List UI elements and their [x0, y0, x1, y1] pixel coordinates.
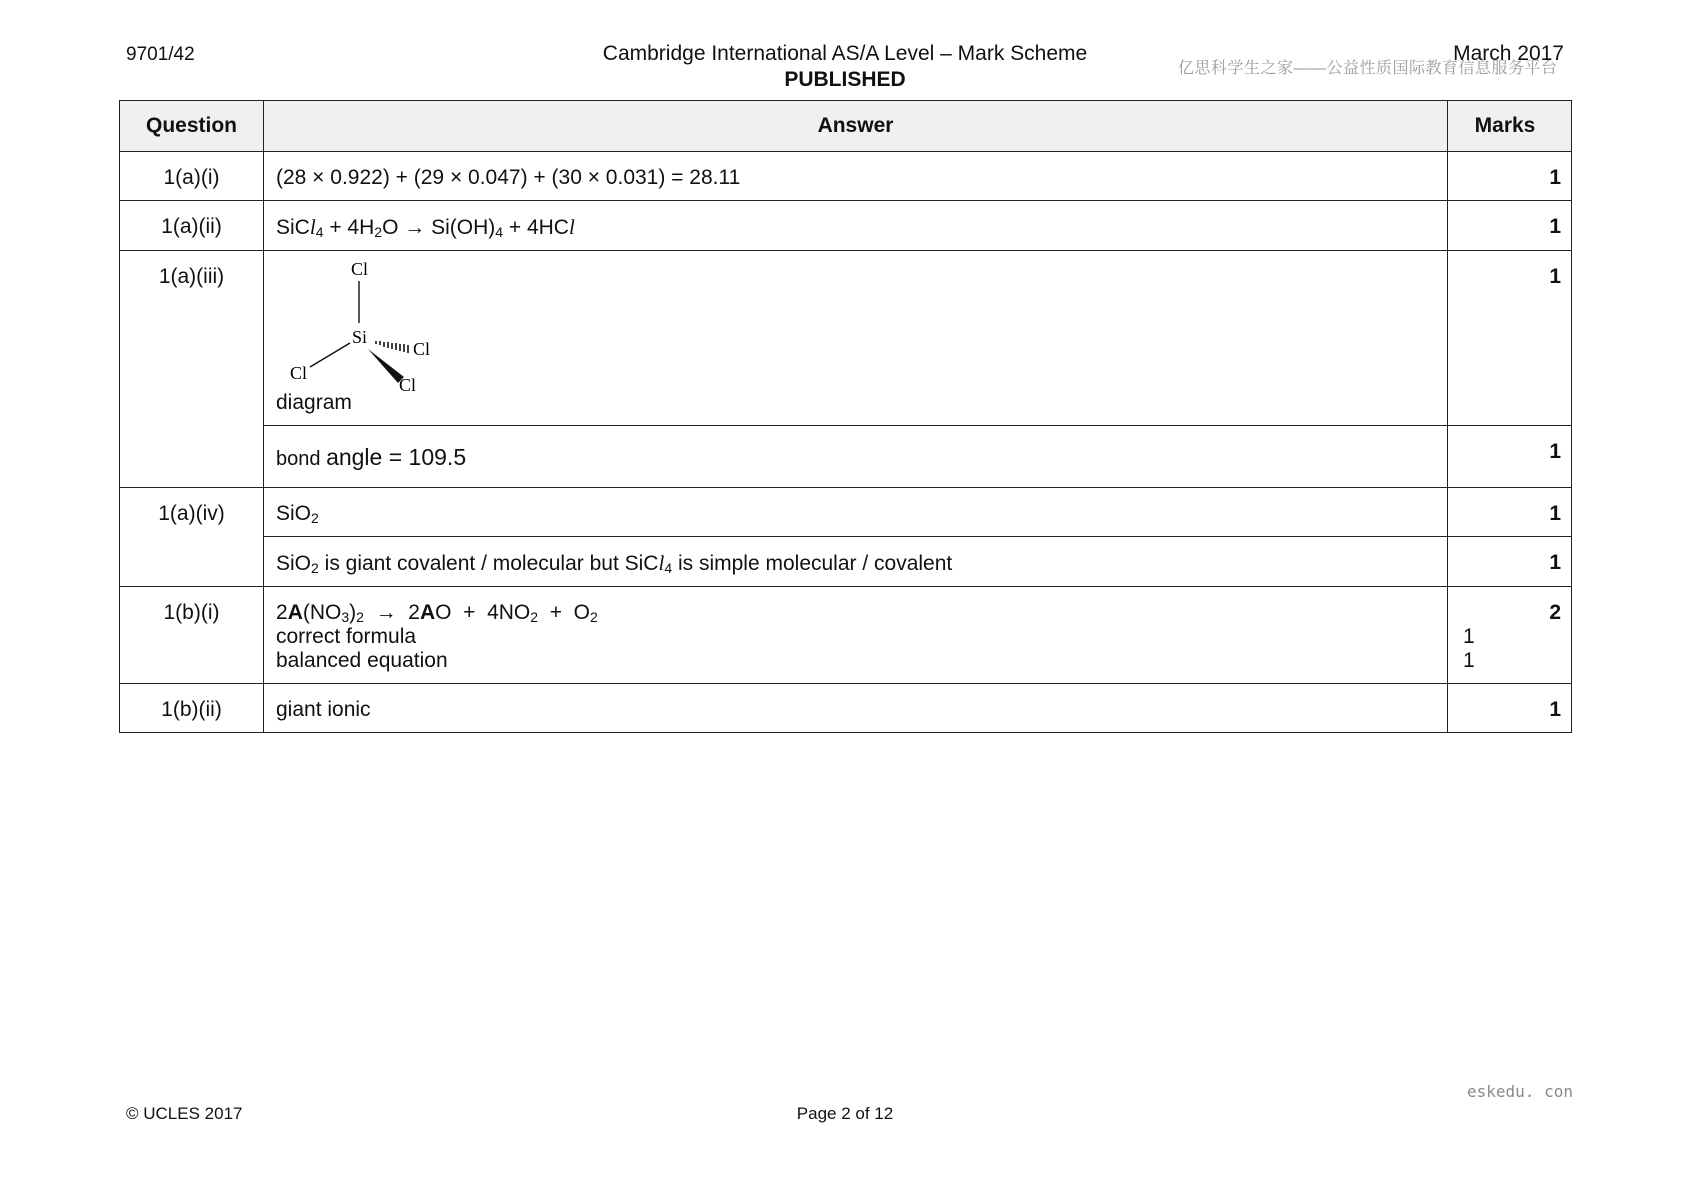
total-marks: 2	[1549, 601, 1561, 624]
page-number: Page 2 of 12	[796, 1104, 894, 1123]
bond-line-left	[310, 343, 350, 367]
diagram-label: diagram	[276, 391, 352, 414]
hashed-wedge-bond	[376, 341, 408, 353]
criterion-balanced-equation: balanced equation	[276, 649, 448, 672]
document-date: March 2017	[1453, 42, 1564, 65]
table-row	[120, 684, 1572, 733]
published-label: PUBLISHED	[784, 68, 906, 91]
diagram-atom-center: Si	[352, 327, 368, 347]
mark-scheme-table	[119, 100, 1572, 733]
answer-cell	[264, 587, 1448, 684]
diagram-atom-right: Cl	[413, 339, 431, 359]
header-question: Question	[120, 101, 264, 152]
answer-cell: SiO$_2$	[264, 488, 1448, 537]
marks-cell: 1	[1448, 684, 1572, 733]
table-row	[120, 251, 1572, 426]
document-code: 9701/42	[126, 44, 195, 65]
diagram-atom-left: Cl	[290, 363, 308, 383]
table-header-row	[120, 101, 1572, 152]
question-cell: 1(a)(iii)	[120, 251, 264, 488]
marks-cell: 1	[1448, 201, 1572, 251]
table-row	[120, 537, 1572, 587]
question-cell: 1(b)(ii)	[120, 684, 264, 733]
header-answer: Answer	[264, 101, 1448, 152]
answer-cell: (28 × 0.922) + (29 × 0.047) + (30 × 0.031) = 28.11	[264, 152, 1448, 201]
table-row	[120, 152, 1572, 201]
footer-watermark: eskedu. con	[1467, 1082, 1573, 1101]
table-row	[120, 587, 1572, 684]
question-cell: 1(a)(ii)	[120, 201, 264, 251]
table-row	[120, 426, 1572, 488]
answer-cell: SiO$_2$ is giant covalent / molecular but SiCl$_4$ is simple molecular / covalent	[264, 537, 1448, 587]
sub-mark: 1	[1463, 649, 1475, 672]
question-cell: 1(b)(i)	[120, 587, 264, 684]
header-marks: Marks	[1448, 101, 1572, 152]
answer-cell	[264, 251, 1448, 426]
table-row	[120, 488, 1572, 537]
question-cell: 1(a)(iv)	[120, 488, 264, 587]
table-row	[120, 201, 1572, 251]
answer-cell: bond angle = 109.5	[264, 426, 1448, 488]
answer-cell: giant ionic	[264, 684, 1448, 733]
equation: $2A(NO_3)_2 \to 2AO + 4NO_2 + O_2$	[276, 601, 598, 625]
marks-cell: 1	[1448, 537, 1572, 587]
marks-cell: 1	[1448, 426, 1572, 488]
copyright: © UCLES 2017	[126, 1104, 243, 1123]
marks-cell	[1448, 587, 1572, 684]
marks-cell: 1	[1448, 488, 1572, 537]
answer-cell: SiCl$_4$ + $4H_2O \to Si(OH)_4 + 4HCl$	[264, 201, 1448, 251]
document-title: Cambridge International AS/A Level – Mark Scheme	[602, 42, 1088, 65]
marks-cell: 1	[1448, 152, 1572, 201]
criterion-correct-formula: correct formula	[276, 625, 417, 648]
marks-cell: 1	[1448, 251, 1572, 426]
sub-mark: 1	[1463, 625, 1475, 648]
diagram-atom-bottom: Cl	[399, 375, 417, 395]
sicl4-tetrahedral-diagram	[276, 255, 456, 395]
question-cell: 1(a)(i)	[120, 152, 264, 201]
diagram-atom-top: Cl	[351, 259, 369, 279]
header-watermark: 亿思科学生之家——公益性质国际教育信息服务平台	[1178, 60, 1558, 77]
